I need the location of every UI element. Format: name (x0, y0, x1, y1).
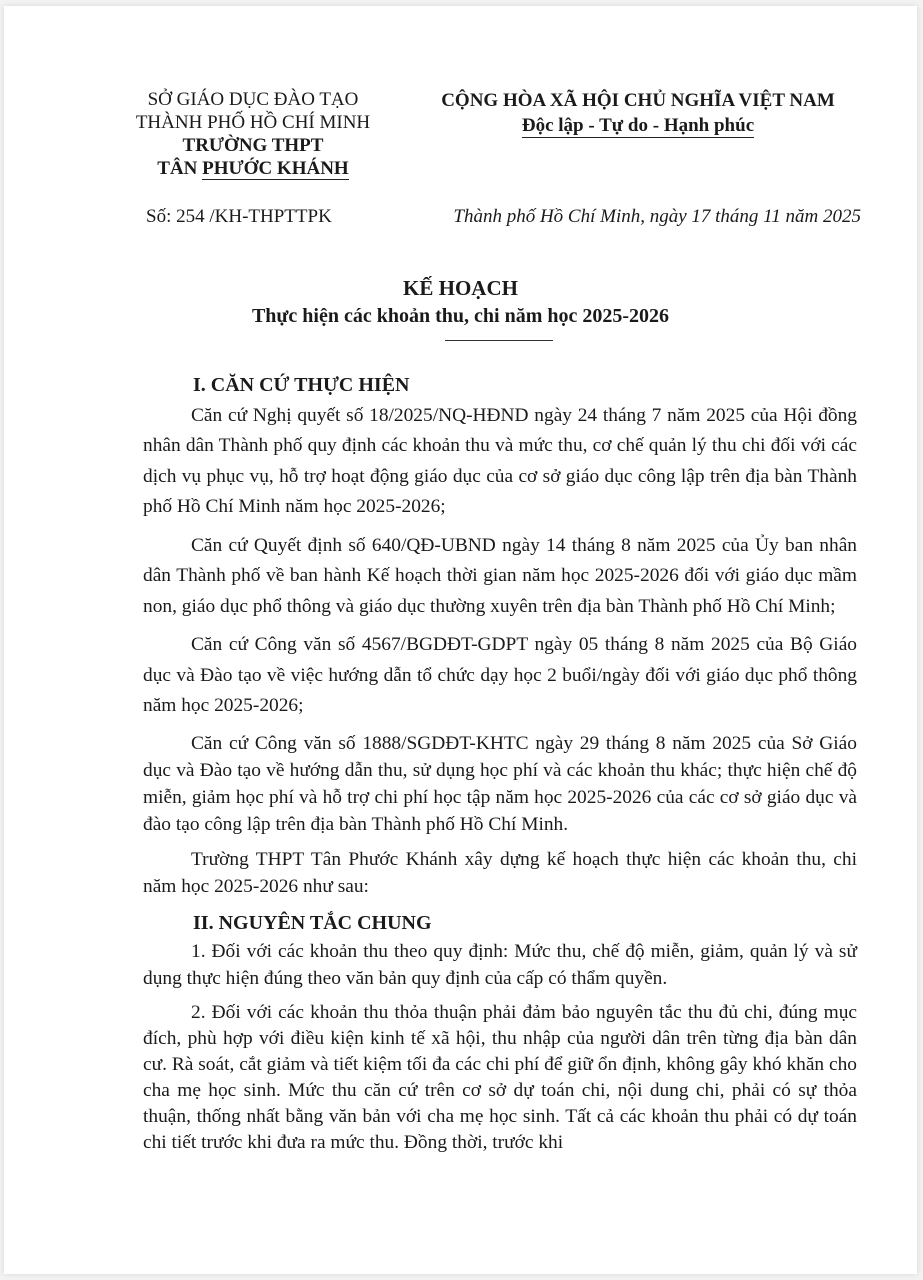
school-name-part-1: TÂN (157, 158, 203, 179)
document-header (4, 88, 917, 198)
title-divider (445, 340, 553, 341)
issuing-authority (108, 88, 398, 180)
authority-line-1: SỞ GIÁO DỤC ĐÀO TẠO (147, 89, 359, 110)
document-body (143, 370, 857, 1164)
paragraph: Căn cứ Công văn số 4567/BGDĐT-GDPT ngày 05 tháng 8 năm 2025 của Bộ Giáo dục và Đào tạo về việc hướng dẫn tổ chức dạy học 2 buổi/ngày đối với giáo dục phổ thông năm học 2025-2026; (143, 634, 857, 716)
paragraph: 2. Đối với các khoản thu thỏa thuận phải đảm bảo nguyên tắc thu đủ chi, đúng mục đích, phù hợp với điều kiện kinh tế xã hội, thu nhập của người dân trên từng địa bàn dân cư. Rà soát, cắt giảm và tiết kiệm tối đa các chi phí để giữ ổn định, không gây khó khăn cho cha mẹ học sinh. Mức thu căn cứ trên cơ sở dự toán chi, nội dung chi, phải có sự thỏa thuận, thống nhất bằng văn bản với cha mẹ học sinh. Tất cả các khoản thu phải có dự toán chi tiết trước khi đưa ra mức thu. Đồng thời, trước khi (143, 1002, 857, 1153)
section-heading-2: II. NGUYÊN TẮC CHUNG (193, 911, 432, 934)
authority-line-2: THÀNH PHỐ HỒ CHÍ MINH (135, 112, 371, 133)
title-main: KẾ HOẠCH (403, 276, 518, 300)
document-number: Số: 254 /KH-THPTTPK (146, 206, 332, 227)
school-name-part-2: PHƯỚC KHÁNH (202, 158, 349, 179)
paragraph: 1. Đối với các khoản thu theo quy định: Mức thu, chế độ miễn, giảm, quản lý và sử dụng thực hiện đúng theo văn bản quy định của cấp có thẩm quyền. (143, 941, 857, 989)
paragraph: Căn cứ Quyết định số 640/QĐ-UBND ngày 14 tháng 8 năm 2025 của Ủy ban nhân dân Thành phố về ban hành Kế hoạch thời gian năm học 2025-2026 đối với giáo dục mầm non, giáo dục phổ thông và giáo dục thường xuyên trên địa bàn Thành phố Hồ Chí Minh; (143, 534, 857, 617)
document-date: Thành phố Hồ Chí Minh, ngày 17 tháng 11 năm 2025 (453, 206, 861, 227)
title-sub: Thực hiện các khoản thu, chi năm học 2025-2026 (251, 305, 670, 327)
country-name: CỘNG HÒA XÃ HỘI CHỦ NGHĨA VIỆT NAM (441, 90, 835, 111)
paragraph: Căn cứ Nghị quyết số 18/2025/NQ-HĐND ngày 24 tháng 7 năm 2025 của Hội đồng nhân dân Thành phố quy định các khoản thu và mức thu, cơ chế quản lý thu chi đối với các dịch vụ phục vụ, hỗ trợ hoạt động giáo dục của cơ sở giáo dục công lập trên địa bàn Thành phố Hồ Chí Minh năm học 2025-2026; (143, 404, 857, 517)
paragraph: Căn cứ Công văn số 1888/SGDĐT-KHTC ngày 29 tháng 8 năm 2025 của Sở Giáo dục và Đào tạo về hướng dẫn thu, sử dụng học phí và các khoản thu khác; thực hiện chế độ miễn, giảm học phí và hỗ trợ chi phí học tập năm học 2025-2026 của các cơ sở giáo dục và đào tạo công lập trên địa bàn Thành phố Hồ Chí Minh. (143, 732, 857, 835)
document-page (4, 6, 917, 1274)
document-title (4, 274, 917, 330)
school-line-1: TRƯỜNG THPT (182, 135, 324, 156)
national-heading (418, 88, 858, 138)
section-heading-1: I. CĂN CỨ THỰC HIỆN (193, 374, 410, 396)
school-line-2 (108, 157, 398, 180)
paragraph: Trường THPT Tân Phước Khánh xây dựng kế hoạch thực hiện các khoản thu, chi năm học 2025-2026 như sau: (143, 848, 857, 897)
national-motto: Độc lập - Tự do - Hạnh phúc (521, 115, 755, 136)
